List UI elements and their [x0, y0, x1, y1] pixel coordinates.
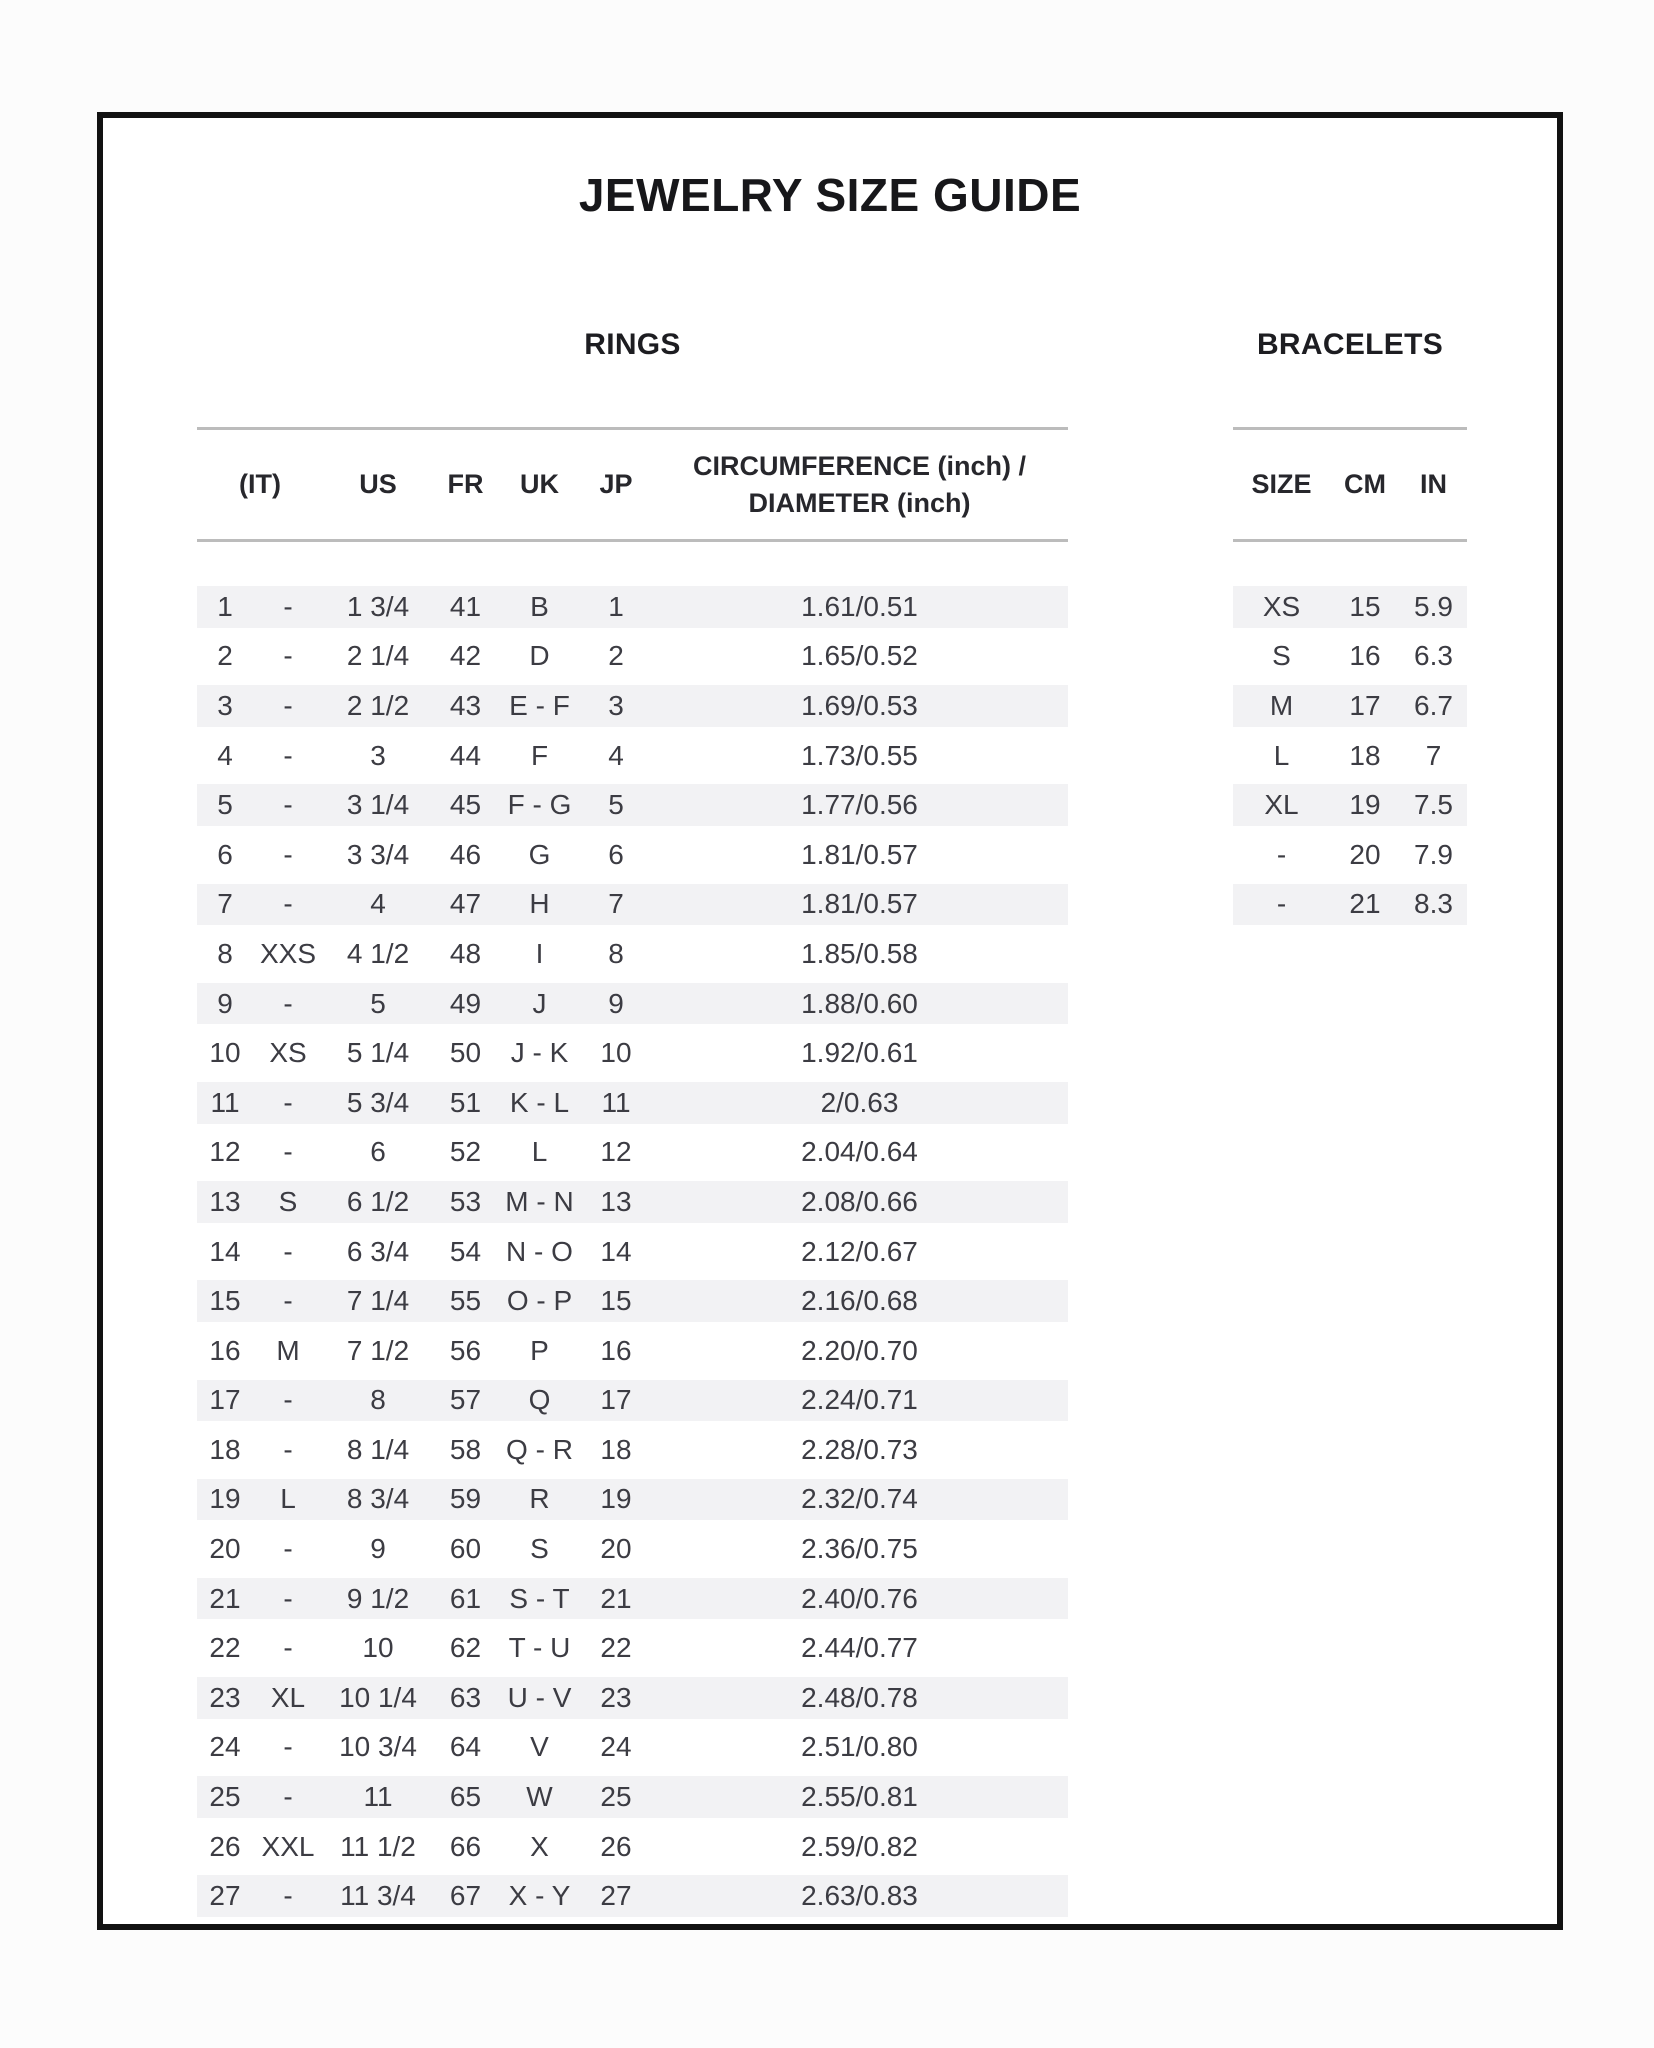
ring-size-cell: 57: [449, 1384, 482, 1416]
ring-size-cell: 7: [608, 888, 624, 920]
ring-size-cell: O - P: [506, 1285, 573, 1317]
ring-size-cell: Q - R: [506, 1433, 573, 1465]
ring-size-cell: R: [529, 1483, 550, 1515]
ring-size-cell: 10 3/4: [339, 1731, 417, 1763]
ring-size-cell: 16: [600, 1334, 632, 1366]
ring-size-cell: 15: [600, 1285, 632, 1317]
table-row: [197, 1177, 1068, 1227]
ring-size-cell: 61: [449, 1582, 482, 1614]
table-row: [197, 1574, 1068, 1624]
table-row: [197, 1425, 1068, 1475]
ring-size-cell: 8: [608, 937, 624, 969]
bracelet-size-cell: XS: [1262, 590, 1301, 622]
ring-size-cell: 5: [217, 789, 233, 821]
ring-size-cell: 11: [601, 1086, 631, 1118]
ring-size-cell: 44: [449, 739, 482, 771]
ring-size-cell: 21: [600, 1582, 632, 1614]
ring-size-cell: 2/0.63: [820, 1086, 899, 1118]
ring-size-cell: 45: [449, 789, 482, 821]
ring-size-cell: 16: [209, 1334, 241, 1366]
ring-size-cell: 25: [209, 1781, 241, 1813]
ring-size-cell: 11 3/4: [340, 1880, 416, 1912]
ring-size-cell: 66: [449, 1830, 482, 1862]
bracelet-size-cell: XL: [1264, 789, 1299, 821]
ring-size-cell: XXL: [261, 1830, 315, 1862]
ring-size-cell: 14: [600, 1235, 632, 1267]
ring-size-cell: 9: [217, 987, 233, 1019]
table-row: [197, 1723, 1068, 1773]
ring-size-cell: S: [278, 1185, 298, 1217]
ring-size-cell: 7 1/4: [346, 1285, 410, 1317]
table-row: [1233, 582, 1467, 632]
ring-size-cell: 3: [608, 689, 624, 721]
ring-size-cell: XL: [270, 1681, 306, 1713]
bracelets-table-body: [1233, 582, 1467, 929]
table-row: [197, 1028, 1068, 1078]
ring-size-cell: 1.81/0.57: [801, 888, 918, 920]
ring-size-cell: 2.44/0.77: [801, 1632, 918, 1664]
ring-size-cell: -: [283, 1632, 293, 1664]
ring-size-cell: 65: [449, 1781, 482, 1813]
ring-size-cell: 9: [370, 1533, 386, 1565]
table-row: [197, 1623, 1068, 1673]
ring-size-cell: 1 3/4: [346, 590, 410, 622]
ring-size-cell: 2.55/0.81: [801, 1781, 918, 1813]
ring-size-cell: -: [283, 1086, 293, 1118]
ring-size-cell: 52: [449, 1136, 482, 1168]
ring-size-cell: 6: [608, 838, 624, 870]
bracelet-size-cell: 7.9: [1414, 838, 1453, 870]
bracelets-header-cm: CM: [1344, 469, 1386, 499]
ring-size-cell: 26: [600, 1830, 632, 1862]
bracelet-size-cell: 7.5: [1414, 789, 1453, 821]
bracelet-size-cell: L: [1273, 739, 1290, 771]
ring-size-cell: 17: [209, 1384, 241, 1416]
ring-size-cell: 2.20/0.70: [801, 1334, 918, 1366]
ring-size-cell: -: [283, 590, 293, 622]
ring-size-cell: J: [532, 987, 547, 1019]
ring-size-cell: 2 1/4: [346, 640, 410, 672]
ring-size-cell: -: [283, 789, 293, 821]
rings-table-section: [197, 118, 1068, 1924]
ring-size-cell: 2.40/0.76: [801, 1582, 918, 1614]
bracelet-size-cell: 21: [1349, 888, 1381, 920]
bracelet-size-cell: M: [1269, 689, 1294, 721]
ring-size-cell: 4: [217, 739, 233, 771]
ring-size-cell: 1.85/0.58: [801, 937, 918, 969]
ring-size-cell: 26: [209, 1830, 241, 1862]
ring-size-cell: 4: [370, 888, 386, 920]
ring-size-cell: XS: [269, 1037, 307, 1069]
ring-size-cell: 41: [449, 590, 482, 622]
table-row: [197, 1227, 1068, 1277]
ring-size-cell: 53: [449, 1185, 482, 1217]
ring-size-cell: 2.48/0.78: [801, 1681, 918, 1713]
bracelet-size-cell: 5.9: [1414, 590, 1453, 622]
table-row: [197, 1128, 1068, 1178]
ring-size-cell: 48: [449, 937, 482, 969]
ring-size-cell: 1.73/0.55: [801, 739, 918, 771]
rings-header-jp: JP: [599, 469, 633, 499]
table-row: [197, 731, 1068, 781]
table-row: [197, 1673, 1068, 1723]
ring-size-cell: -: [283, 1384, 293, 1416]
ring-size-cell: 3 3/4: [346, 838, 410, 870]
rings-header-uk: UK: [520, 469, 559, 499]
ring-size-cell: 3 1/4: [346, 789, 410, 821]
ring-size-cell: B: [530, 590, 549, 622]
ring-size-cell: 42: [449, 640, 482, 672]
ring-size-cell: 10: [600, 1037, 632, 1069]
ring-size-cell: 23: [209, 1681, 241, 1713]
ring-size-cell: 6 1/2: [346, 1185, 410, 1217]
bracelet-size-cell: 18: [1349, 739, 1381, 771]
ring-size-cell: T - U: [508, 1632, 571, 1664]
table-row: [1233, 880, 1467, 930]
table-row: [197, 632, 1068, 682]
bracelet-size-cell: 6.7: [1414, 689, 1453, 721]
ring-size-cell: 7: [217, 888, 233, 920]
ring-size-cell: 10: [209, 1037, 241, 1069]
ring-size-cell: 8 1/4: [346, 1433, 410, 1465]
ring-size-cell: -: [283, 1781, 293, 1813]
ring-size-cell: 9 1/2: [346, 1582, 410, 1614]
ring-size-cell: G: [528, 838, 551, 870]
ring-size-cell: 15: [209, 1285, 241, 1317]
table-row: [197, 880, 1068, 930]
ring-size-cell: 10: [362, 1632, 394, 1664]
table-row: [1233, 681, 1467, 731]
ring-size-cell: 5 3/4: [346, 1086, 410, 1118]
ring-size-cell: 18: [600, 1433, 632, 1465]
ring-size-cell: K - L: [509, 1086, 570, 1118]
ring-size-cell: X - Y: [508, 1880, 571, 1912]
ring-size-cell: 19: [600, 1483, 632, 1515]
ring-size-cell: 54: [449, 1235, 482, 1267]
ring-size-cell: 20: [600, 1533, 632, 1565]
table-row: [197, 681, 1068, 731]
ring-size-cell: 59: [449, 1483, 482, 1515]
ring-size-cell: 60: [449, 1533, 482, 1565]
ring-size-cell: 13: [600, 1185, 632, 1217]
ring-size-cell: 11: [363, 1781, 393, 1813]
ring-size-cell: 2: [608, 640, 624, 672]
ring-size-cell: 43: [449, 689, 482, 721]
table-row: [197, 1326, 1068, 1376]
ring-size-cell: X: [530, 1830, 549, 1862]
ring-size-cell: 1.77/0.56: [801, 789, 918, 821]
ring-size-cell: 7 1/2: [346, 1334, 410, 1366]
table-row: [1233, 632, 1467, 682]
ring-size-cell: 56: [449, 1334, 482, 1366]
ring-size-cell: 20: [209, 1533, 241, 1565]
bracelet-size-cell: 15: [1349, 590, 1381, 622]
table-row: [1233, 780, 1467, 830]
ring-size-cell: 8: [370, 1384, 386, 1416]
ring-size-cell: 4: [608, 739, 624, 771]
ring-size-cell: 3: [370, 739, 386, 771]
ring-size-cell: 24: [600, 1731, 632, 1763]
ring-size-cell: 58: [449, 1433, 482, 1465]
table-row: [197, 1078, 1068, 1128]
ring-size-cell: 64: [449, 1731, 482, 1763]
ring-size-cell: J - K: [510, 1037, 569, 1069]
ring-size-cell: W: [526, 1781, 553, 1813]
ring-size-cell: 2.16/0.68: [801, 1285, 918, 1317]
ring-size-cell: 12: [209, 1136, 241, 1168]
ring-size-cell: -: [283, 1731, 293, 1763]
table-row: [197, 1772, 1068, 1822]
ring-size-cell: 3: [217, 689, 233, 721]
rings-table-body: [197, 582, 1068, 1921]
bracelets-table-section: [1233, 118, 1467, 1924]
ring-size-cell: M: [276, 1334, 300, 1366]
table-row: [197, 1524, 1068, 1574]
ring-size-cell: 27: [600, 1880, 632, 1912]
ring-size-cell: -: [283, 1136, 293, 1168]
ring-size-cell: -: [283, 987, 293, 1019]
bracelet-size-cell: 20: [1349, 838, 1381, 870]
ring-size-cell: -: [283, 838, 293, 870]
ring-size-cell: 23: [600, 1681, 632, 1713]
rings-header-fr: FR: [447, 469, 484, 499]
ring-size-cell: -: [283, 1880, 293, 1912]
ring-size-cell: 10 1/4: [339, 1681, 417, 1713]
ring-size-cell: 8 3/4: [346, 1483, 410, 1515]
circumference-header-line2: DIAMETER (inch): [748, 487, 971, 518]
ring-size-cell: 6: [217, 838, 233, 870]
ring-size-cell: 8: [217, 937, 233, 969]
ring-size-cell: S: [530, 1533, 549, 1565]
ring-size-cell: -: [283, 1285, 293, 1317]
table-row: [197, 780, 1068, 830]
ring-size-cell: 1.81/0.57: [801, 838, 918, 870]
bracelet-size-cell: S: [1272, 640, 1291, 672]
ring-size-cell: 22: [209, 1632, 241, 1664]
bracelet-size-cell: 6.3: [1414, 640, 1453, 672]
table-row: [197, 1871, 1068, 1921]
ring-size-cell: 1: [217, 590, 233, 622]
ring-size-cell: 51: [449, 1086, 482, 1118]
ring-size-cell: 2.24/0.71: [801, 1384, 918, 1416]
ring-size-cell: 17: [600, 1384, 632, 1416]
ring-size-cell: 9: [608, 987, 624, 1019]
ring-size-cell: -: [283, 739, 293, 771]
ring-size-cell: -: [283, 689, 293, 721]
bracelets-header-in: IN: [1420, 469, 1447, 499]
ring-size-cell: Q: [528, 1384, 551, 1416]
table-row: [1233, 731, 1467, 781]
ring-size-cell: S - T: [509, 1582, 570, 1614]
table-row: [197, 929, 1068, 979]
rings-header-us: US: [359, 469, 397, 499]
circumference-header-line1: CIRCUMFERENCE (inch) /: [693, 450, 1026, 481]
ring-size-cell: -: [283, 1582, 293, 1614]
ring-size-cell: F - G: [507, 789, 572, 821]
ring-size-cell: 22: [600, 1632, 632, 1664]
bracelets-header-size: SIZE: [1251, 469, 1312, 499]
ring-size-cell: 14: [209, 1235, 241, 1267]
ring-size-cell: 62: [449, 1632, 482, 1664]
ring-size-cell: 63: [449, 1681, 482, 1713]
ring-size-cell: 1.61/0.51: [801, 590, 918, 622]
ring-size-cell: L: [531, 1136, 548, 1168]
bracelet-size-cell: -: [1276, 888, 1287, 920]
ring-size-cell: 5: [608, 789, 624, 821]
ring-size-cell: N - O: [506, 1235, 573, 1267]
ring-size-cell: 1.92/0.61: [801, 1037, 918, 1069]
table-row: [197, 1822, 1068, 1872]
page-border-frame: [97, 112, 1563, 1930]
bracelet-size-cell: -: [1276, 838, 1287, 870]
ring-size-cell: 4 1/2: [346, 937, 410, 969]
ring-size-cell: 2.28/0.73: [801, 1433, 918, 1465]
bracelets-section-title: BRACELETS: [1256, 328, 1444, 361]
rings-header-circumference-diameter: [651, 448, 1068, 522]
bracelet-size-cell: 17: [1349, 689, 1381, 721]
ring-size-cell: 50: [449, 1037, 482, 1069]
ring-size-cell: 2.32/0.74: [801, 1483, 918, 1515]
page-title: JEWELRY SIZE GUIDE: [578, 169, 1082, 221]
ring-size-cell: 2.04/0.64: [801, 1136, 918, 1168]
ring-size-cell: -: [283, 1533, 293, 1565]
ring-size-cell: 6: [370, 1136, 386, 1168]
table-row: [197, 1475, 1068, 1525]
ring-size-cell: 6 3/4: [346, 1235, 410, 1267]
ring-size-cell: -: [283, 640, 293, 672]
ring-size-cell: 12: [600, 1136, 632, 1168]
table-row: [197, 1376, 1068, 1426]
table-row: [197, 830, 1068, 880]
ring-size-cell: 19: [209, 1483, 241, 1515]
rings-header-it: (IT): [239, 469, 281, 499]
ring-size-cell: 47: [449, 888, 482, 920]
ring-size-cell: 49: [449, 987, 482, 1019]
ring-size-cell: M - N: [505, 1185, 574, 1217]
ring-size-cell: 67: [449, 1880, 482, 1912]
ring-size-cell: 25: [600, 1781, 632, 1813]
ring-size-cell: 21: [209, 1582, 241, 1614]
ring-size-cell: XXS: [259, 937, 317, 969]
table-row: [197, 582, 1068, 632]
ring-size-cell: 2.51/0.80: [801, 1731, 918, 1763]
ring-size-cell: 55: [449, 1285, 482, 1317]
ring-size-cell: P: [530, 1334, 549, 1366]
ring-size-cell: 13: [209, 1185, 241, 1217]
ring-size-cell: 2 1/2: [346, 689, 410, 721]
table-row: [197, 1276, 1068, 1326]
ring-size-cell: 46: [449, 838, 482, 870]
ring-size-cell: 27: [209, 1880, 241, 1912]
rings-table-header: [197, 427, 1068, 542]
ring-size-cell: H: [529, 888, 550, 920]
ring-size-cell: 11: [210, 1086, 240, 1118]
bracelets-table-header: [1233, 427, 1467, 542]
ring-size-cell: E - F: [509, 689, 570, 721]
ring-size-cell: U - V: [507, 1681, 572, 1713]
ring-size-cell: 24: [209, 1731, 241, 1763]
ring-size-cell: 2.59/0.82: [801, 1830, 918, 1862]
ring-size-cell: 2: [217, 640, 233, 672]
ring-size-cell: 18: [209, 1433, 241, 1465]
rings-section-title: RINGS: [584, 328, 681, 361]
ring-size-cell: 5 1/4: [346, 1037, 410, 1069]
ring-size-cell: -: [283, 888, 293, 920]
ring-size-cell: 11 1/2: [340, 1830, 416, 1862]
bracelet-size-cell: 16: [1349, 640, 1381, 672]
ring-size-cell: L: [280, 1483, 296, 1515]
ring-size-cell: 2.36/0.75: [801, 1533, 918, 1565]
bracelet-size-cell: 7: [1425, 739, 1442, 771]
ring-size-cell: 2.63/0.83: [801, 1880, 918, 1912]
ring-size-cell: 5: [370, 987, 386, 1019]
ring-size-cell: 1: [608, 590, 624, 622]
ring-size-cell: V: [530, 1731, 549, 1763]
ring-size-cell: 1.69/0.53: [801, 689, 918, 721]
bracelet-size-cell: 19: [1349, 789, 1381, 821]
ring-size-cell: -: [283, 1433, 293, 1465]
ring-size-cell: 1.88/0.60: [801, 987, 918, 1019]
ring-size-cell: F: [530, 739, 549, 771]
table-row: [197, 979, 1068, 1029]
table-row: [1233, 830, 1467, 880]
ring-size-cell: 2.12/0.67: [801, 1235, 918, 1267]
bracelet-size-cell: 8.3: [1414, 888, 1453, 920]
ring-size-cell: D: [529, 640, 550, 672]
ring-size-cell: I: [535, 937, 544, 969]
ring-size-cell: 1.65/0.52: [801, 640, 918, 672]
ring-size-cell: -: [283, 1235, 293, 1267]
ring-size-cell: 2.08/0.66: [801, 1185, 918, 1217]
